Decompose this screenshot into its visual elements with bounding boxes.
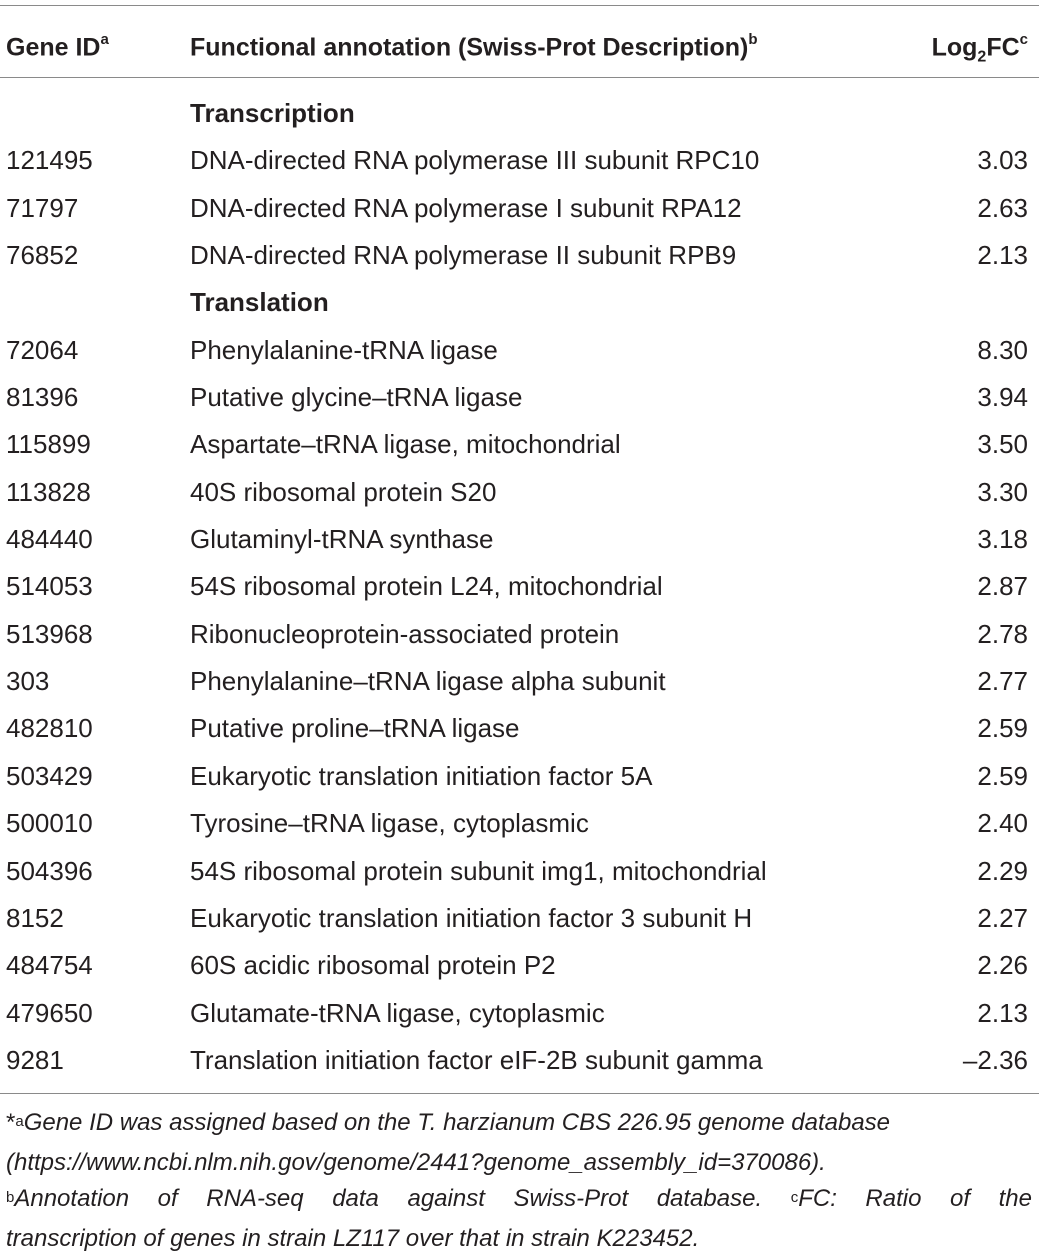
gene-id-cell: 503429 — [6, 756, 93, 796]
annotation-cell: DNA-directed RNA polymerase III subunit RPC10 — [190, 140, 759, 180]
footnote-bc-line: $^b$Annotation of RNA-seq data against Swiss-Prot database. $^c$FC: Ratio of the — [6, 1181, 1032, 1221]
log2fc-cell: 2.77 — [977, 661, 1028, 701]
annotation-cell: 40S ribosomal protein S20 — [190, 472, 496, 512]
section-heading: Translation — [190, 282, 329, 322]
table-row — [0, 373, 1039, 420]
header-rule — [0, 77, 1039, 78]
log2fc-cell: 2.59 — [977, 756, 1028, 796]
annotation-cell: Aspartate–tRNA ligase, mitochondrial — [190, 424, 621, 464]
log2fc-cell: 2.40 — [977, 803, 1028, 843]
log2fc-cell: 3.03 — [977, 140, 1028, 180]
log2fc-cell: –2.36 — [963, 1040, 1028, 1080]
annotation-cell: Glutamate-tRNA ligase, cytoplasmic — [190, 993, 605, 1033]
gene-id-cell: 115899 — [6, 424, 91, 464]
table-row — [0, 752, 1039, 799]
log2fc-cell: 3.30 — [977, 472, 1028, 512]
log2fc-cell: 2.29 — [977, 851, 1028, 891]
header-annotation: Functional annotation (Swiss-Prot Description)$^b$ — [190, 22, 758, 67]
annotation-cell: 60S acidic ribosomal protein P2 — [190, 945, 556, 985]
table-row — [0, 326, 1039, 373]
log2fc-cell: 3.50 — [977, 424, 1028, 464]
annotation-cell: 54S ribosomal protein L24, mitochondrial — [190, 566, 663, 606]
header-gene-id: Gene $ID^a$ — [6, 22, 109, 67]
table-row — [0, 468, 1039, 515]
footnotes — [6, 1105, 1032, 1257]
gene-id-cell: 303 — [6, 661, 49, 701]
table-row — [0, 894, 1039, 941]
table-row — [0, 847, 1039, 894]
gene-id-cell: 484754 — [6, 945, 93, 985]
table-row — [0, 657, 1039, 704]
table-row — [0, 136, 1039, 183]
gene-id-cell: 8152 — [6, 898, 64, 938]
gene-id-cell: 72064 — [6, 330, 78, 370]
table-row — [0, 799, 1039, 846]
gene-id-cell: 121495 — [6, 140, 93, 180]
table-row — [0, 420, 1039, 467]
log2fc-cell: 3.94 — [977, 377, 1028, 417]
section-heading-row — [0, 278, 1039, 325]
gene-id-cell: 81396 — [6, 377, 78, 417]
gene-id-cell: 504396 — [6, 851, 93, 891]
gene-id-cell: 71797 — [6, 188, 78, 228]
log2fc-cell: 2.13 — [977, 235, 1028, 275]
annotation-cell: Phenylalanine–tRNA ligase alpha subunit — [190, 661, 666, 701]
table-row — [0, 989, 1039, 1036]
log2fc-cell: 8.30 — [977, 330, 1028, 370]
log2fc-cell: 2.63 — [977, 188, 1028, 228]
gene-id-cell: 484440 — [6, 519, 93, 559]
log2fc-cell: 2.87 — [977, 566, 1028, 606]
annotation-cell: Glutaminyl-tRNA synthase — [190, 519, 493, 559]
log2fc-cell: 2.27 — [977, 898, 1028, 938]
gene-id-cell: 479650 — [6, 993, 93, 1033]
log2fc-cell: 2.26 — [977, 945, 1028, 985]
gene-id-cell: 500010 — [6, 803, 93, 843]
section-heading-row — [0, 89, 1039, 136]
annotation-cell: Phenylalanine-tRNA ligase — [190, 330, 498, 370]
log2fc-cell: 2.78 — [977, 614, 1028, 654]
annotation-cell: Eukaryotic translation initiation factor 3 subunit H — [190, 898, 752, 938]
annotation-cell: Translation initiation factor eIF-2B subunit gamma — [190, 1040, 763, 1080]
table-row — [0, 704, 1039, 751]
annotation-cell: 54S ribosomal protein subunit img1, mitochondrial — [190, 851, 767, 891]
gene-id-cell: 113828 — [6, 472, 91, 512]
annotation-cell: Eukaryotic translation initiation factor 5A — [190, 756, 652, 796]
table-row — [0, 610, 1039, 657]
header-log2fc: $Log_2FC^c$ — [932, 22, 1028, 77]
table-row — [0, 941, 1039, 988]
annotation-cell: DNA-directed RNA polymerase I subunit RPA12 — [190, 188, 742, 228]
annotation-cell: Ribonucleoprotein-associated protein — [190, 614, 619, 654]
gene-id-cell: 482810 — [6, 708, 93, 748]
gene-id-cell: 76852 — [6, 235, 78, 275]
gene-id-cell: 9281 — [6, 1040, 64, 1080]
table-row — [0, 562, 1039, 609]
bottom-rule — [0, 1093, 1039, 1094]
annotation-cell: Tyrosine–tRNA ligase, cytoplasmic — [190, 803, 589, 843]
log2fc-cell: 3.18 — [977, 519, 1028, 559]
section-heading: Transcription — [190, 93, 355, 133]
annotation-cell: Putative glycine–tRNA ligase — [190, 377, 522, 417]
top-rule — [0, 5, 1039, 6]
log2fc-cell: 2.59 — [977, 708, 1028, 748]
table-body — [0, 89, 1039, 1083]
gene-id-cell: 513968 — [6, 614, 93, 654]
annotation-cell: DNA-directed RNA polymerase II subunit RPB9 — [190, 235, 736, 275]
log2fc-cell: 2.13 — [977, 993, 1028, 1033]
footnote-a-line2: (https://www.ncbi.nlm.nih.gov/genome/2441?genome_assembly_id=370086). — [6, 1145, 1032, 1182]
annotation-cell: Putative proline–tRNA ligase — [190, 708, 520, 748]
footnote-a-line1: *$^a$Gene ID was assigned based on the T. harzianum CBS 226.95 genome database — [6, 1105, 1032, 1145]
footnote-c-line2: transcription of genes in strain LZ117 over that in strain K223452. — [6, 1221, 1032, 1257]
table-row — [0, 515, 1039, 562]
table-row — [0, 1036, 1039, 1083]
table-row — [0, 231, 1039, 278]
gene-id-cell: 514053 — [6, 566, 93, 606]
table-row — [0, 184, 1039, 231]
